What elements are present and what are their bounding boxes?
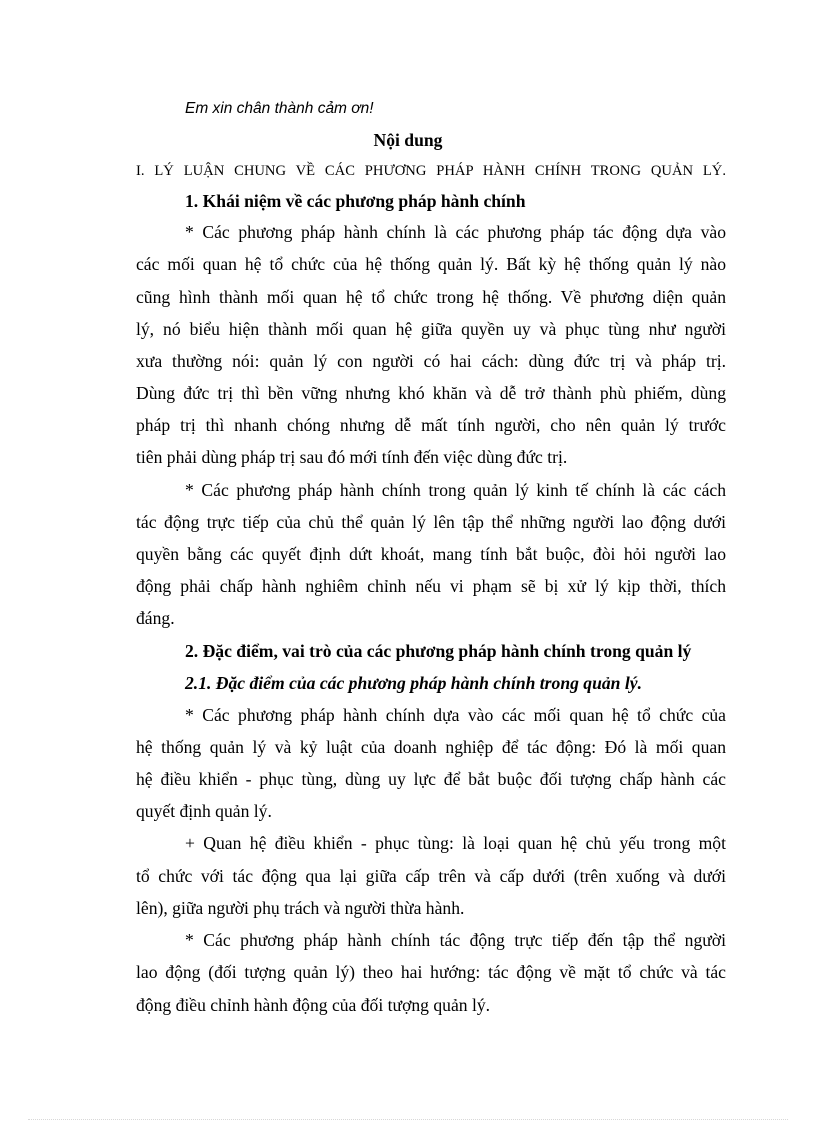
thanks-line: Em xin chân thành cảm ơn! <box>185 100 374 117</box>
paragraph-2-line: động phải chấp hành nghiêm chỉnh nếu vi phạm sẽ bị xử lý kịp thời, thích <box>136 576 726 596</box>
paragraph-3-line: * Các phương pháp hành chính dựa vào các mối quan hệ tổ chức của <box>185 705 726 725</box>
content-title: Nội dung <box>373 130 443 150</box>
paragraph-4-line: tổ chức với tác động qua lại giữa cấp trên và cấp dưới (trên xuống và dưới <box>136 866 726 886</box>
paragraph-4-line: lên), giữa người phụ trách và người thừa hành. <box>136 898 465 918</box>
paragraph-1-line: Dùng đức trị thì bền vững nhưng khó khăn và dễ trở thành phù phiếm, dùng <box>136 383 726 403</box>
paragraph-3-line: quyết định quản lý. <box>136 801 272 821</box>
paragraph-1-line: xưa thường nói: quản lý con người có hai cách: dùng đức trị và pháp trị. <box>136 351 726 371</box>
paragraph-4-line: + Quan hệ điều khiển - phục tùng: là loại quan hệ chủ yếu trong một <box>185 833 726 853</box>
section-2-heading: 2. Đặc điểm, vai trò của các phương pháp hành chính trong quản lý <box>185 641 692 661</box>
paragraph-1-line: * Các phương pháp hành chính là các phương pháp tác động dựa vào <box>185 222 726 242</box>
paragraph-3-line: hệ điều khiển - phục tùng, dùng uy lực để bắt buộc đối tượng chấp hành các <box>136 769 726 789</box>
paragraph-2-line: quyền bằng các quyết định dứt khoát, mang tính bắt buộc, đòi hỏi người lao <box>136 544 726 564</box>
paragraph-2-line: * Các phương pháp hành chính trong quản lý kinh tế chính là các cách <box>185 480 726 500</box>
paragraph-1-line: pháp trị thì nhanh chóng nhưng dễ mất tính người, cho nên quản lý trước <box>136 415 726 435</box>
paragraph-5-line: * Các phương pháp hành chính tác động trực tiếp đến tập thể người <box>185 930 726 950</box>
subsection-2-1-heading: 2.1. Đặc điểm của các phương pháp hành chính trong quản lý. <box>185 673 642 693</box>
paragraph-5-line: lao động (đối tượng quản lý) theo hai hướng: tác động về mặt tổ chức và tác <box>136 962 726 982</box>
paragraph-1-line: lý, nó biểu hiện thành mối quan hệ giữa quyền uy và phục tùng như người <box>136 319 726 339</box>
paragraph-5-line: động điều chỉnh hành động của đối tượng quản lý. <box>136 995 491 1015</box>
paragraph-3-line: hệ thống quản lý và kỷ luật của doanh nghiệp để tác động: Đó là mối quan <box>136 737 726 757</box>
page-bottom-divider <box>28 1119 788 1120</box>
paragraph-2-line: tác động trực tiếp của chủ thể quản lý lên tập thể những người lao động dưới <box>136 512 726 532</box>
section-1-heading: 1. Khái niệm về các phương pháp hành chính <box>185 191 526 211</box>
part-heading: I. LÝ LUẬN CHUNG VỀ CÁC PHƯƠNG PHÁP HÀNH CHÍNH TRONG QUẢN LÝ. <box>136 163 726 179</box>
paragraph-1-line: cũng hình thành mối quan hệ tổ chức trong hệ thống. Về phương diện quản <box>136 287 726 307</box>
paragraph-1-line: các mối quan hệ tổ chức của hệ thống quản lý. Bất kỳ hệ thống quản lý nào <box>136 254 726 274</box>
paragraph-2-line: đáng. <box>136 608 175 628</box>
paragraph-1-line: tiên phải dùng pháp trị sau đó mới tính đến việc dùng đức trị. <box>136 447 568 467</box>
